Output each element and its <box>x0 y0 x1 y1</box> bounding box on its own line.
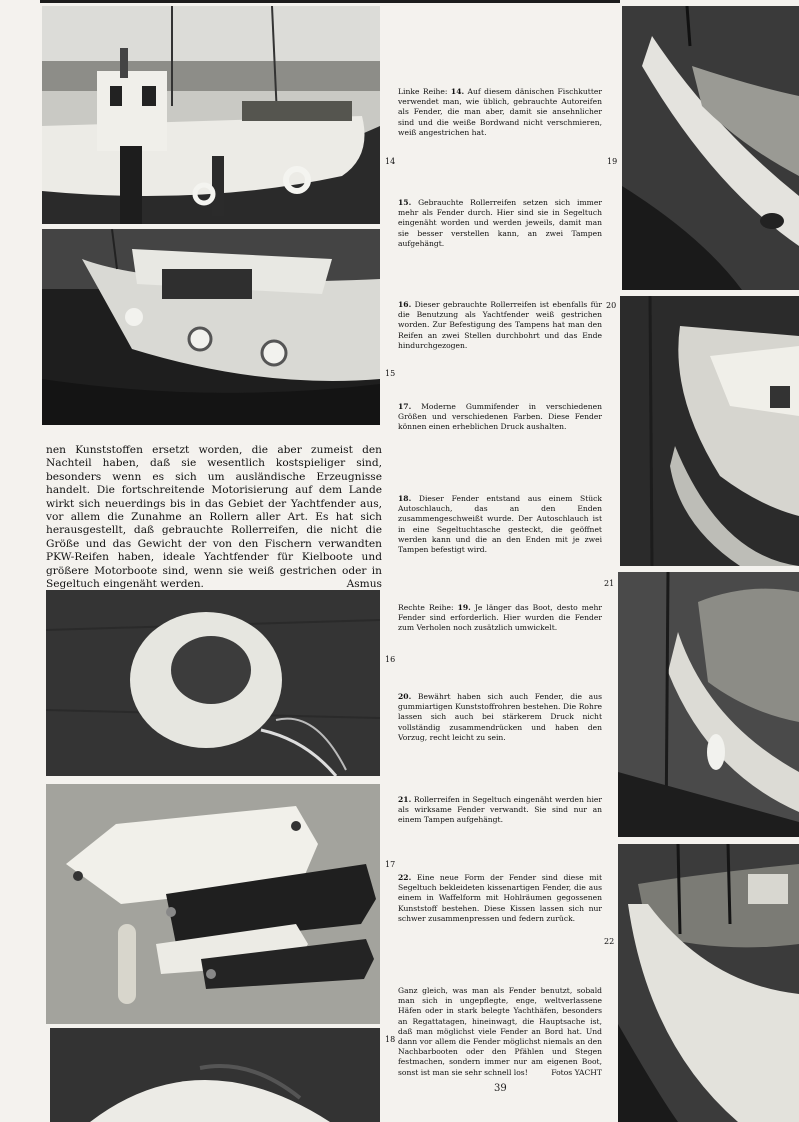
photo-number-21: 21 <box>604 579 615 588</box>
caption-21: 21. Rollerreifen in Segeltuch eingenäht werden hier als wirksame Fender verwandt. Sie sind nur an einem Tampen aufgehängt. <box>398 795 602 825</box>
caption-15: 15. Gebrauchte Rollerreifen setzen sich immer mehr als Fender durch. Hier sind sie in Segeltuch eingenäht worden und werden jeweils, damit man sie besser verstellen kann, an zwei Tampen aufgehängt. <box>398 198 602 248</box>
top-rule <box>40 0 620 3</box>
article-body: nen Kunststoffen ersetzt worden, die aber zumeist den Nachteil haben, daß sie wesentlich kostspieliger sind, besonders wenn es sich um ausländische Erzeugnisse handelt. Die fortschreitende Motorisierung auf dem Lande wirkt sich neuerdings bis in das Gebiet der Yachtfender aus, vor allem die Zunahme an Rollern aller Art. Es hat sich herausgestellt, daß gebrauchte Rollerreifen, die nicht die Größe und das Gewicht der von den Fischern verwandten PKW-Reifen haben, ideale Yachtfender für Kielboote und größere Motorboote sind, wenn sie weiß gestrichen oder in Segeltuch eingenäht werden. Asmus <box>46 444 382 591</box>
photo-20-tube-fenders <box>620 296 799 566</box>
page-number: 39 <box>494 1083 507 1094</box>
article-author: Asmus <box>346 578 382 591</box>
caption-18: 18. Dieser Fender entstand aus einem Stück Autoschlauch, das an den Enden zusammengeschweißt wurde. Der Autoschlauch ist in eine Segeltuchtasche gesteckt, die geöffnet werden kann und die an den Enden mit je zwei Tampen befestigt wird. <box>398 494 602 555</box>
photo-number-22: 22 <box>604 937 615 946</box>
photo-21-canvas-tyre-fenders <box>618 572 799 837</box>
caption-14: Linke Reihe: 14. Auf diesem dänischen Fischkutter verwendet man, wie üblich, gebrauchte Autoreifen als Fender, die man aber, damit sie ansehnlicher sind und die weiße Bordwand nicht verschmieren, weiß angestrichen hat. <box>398 87 602 137</box>
caption-16: 16. Dieser gebrauchte Rollerreifen ist ebenfalls für die Benutzung als Yachtfender weiß gestrichen worden. Zur Befestigung des Tampens hat man den Reifen an zwei Stellen durchbohrt und das Ende hindurchgezogen. <box>398 300 602 350</box>
photo-number-14: 14 <box>385 157 396 166</box>
photo-number-15: 15 <box>385 369 396 378</box>
photo-14-fishing-cutter <box>42 6 380 224</box>
photo-number-17: 17 <box>385 860 396 869</box>
photo-number-20: 20 <box>606 301 617 310</box>
photo-19-long-boat-fenders <box>622 6 799 290</box>
caption-19: Rechte Reihe: 19. Je länger das Boot, desto mehr Fender sind erforderlich. Hier wurden die Fender zum Verholen noch zusätzlich umwickelt. <box>398 603 603 633</box>
caption-22: 22. Eine neue Form der Fender sind diese mit Segeltuch bekleideten kissenartigen Fender, die aus einem in Waffelform mit Hohlräumen gegossenen Kunststoff bestehen. Diese Kissen lassen sich nur schwer zusammenpressen und federn zurück. <box>398 873 602 923</box>
photo-credit: Fotos YACHT <box>551 1067 602 1077</box>
photo-15-yacht-fenders <box>42 229 380 425</box>
closing-paragraph: Ganz gleich, was man als Fender benutzt, sobald man sich in ungepflegte, enge, weltverlassene Häfen oder in stark belegte Yachthäfen, besonders an Regattatagen, hineinwagt, die Hauptsache ist, daß man möglichst viele Fender an Bord hat. Und dann vor allem die Fender möglichst niemals an den Nachbarbooten oder den Pfählen und Stegen festmachen, sondern immer nur am eigenen Boot, sonst ist man sie sehr schnell los! Fotos YACHT <box>398 986 602 1077</box>
caption-20: 20. Bewährt haben sich auch Fender, die aus gummiartigen Kunststoffrohren bestehen. Die Rohre lassen sich auch bei stärkerem Druck nicht vollständig zusammendrücken und haben den Vorzug, recht leicht zu sein. <box>398 692 602 742</box>
photo-number-16: 16 <box>385 655 396 664</box>
photo-18-inner-tube-fender <box>50 1028 380 1122</box>
photo-17-rubber-fenders <box>46 784 380 1024</box>
photo-number-19: 19 <box>607 157 618 166</box>
caption-17: 17. Moderne Gummifender in verschiedenen Größen und verschiedenen Farben. Diese Fender können einen erheblichen Druck aushalten. <box>398 402 602 432</box>
photo-number-18: 18 <box>385 1035 396 1044</box>
photo-16-scooter-tyre <box>46 590 380 776</box>
photo-22-cushion-fenders <box>618 844 799 1122</box>
